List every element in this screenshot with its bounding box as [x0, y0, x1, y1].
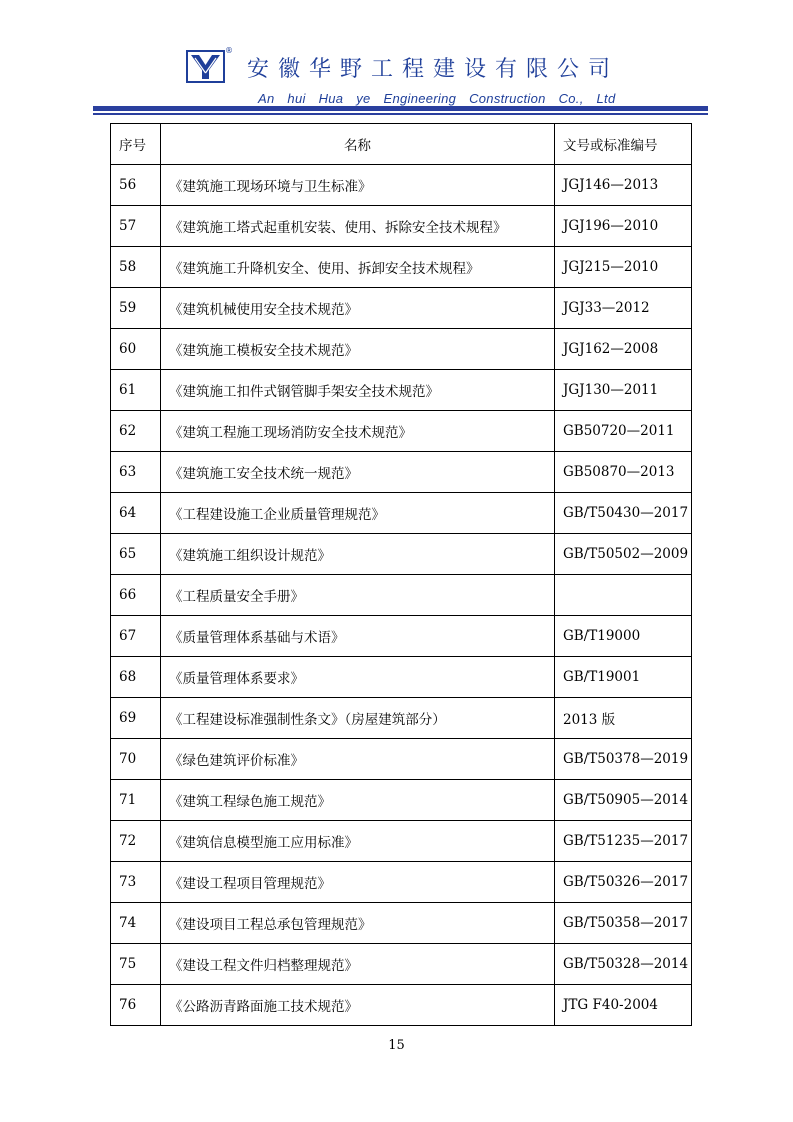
row-document-code: GB50870—2013	[555, 452, 692, 493]
row-serial-number: 57	[111, 206, 161, 247]
row-serial-number: 71	[111, 780, 161, 821]
table-row	[111, 288, 692, 329]
table-row	[111, 903, 692, 944]
table-row	[111, 944, 692, 985]
table-row	[111, 411, 692, 452]
row-document-code: GB/T51235—2017	[555, 821, 692, 862]
row-standard-name: 《建筑施工组织设计规范》	[161, 534, 555, 575]
row-serial-number: 60	[111, 329, 161, 370]
table-row	[111, 493, 692, 534]
row-standard-name: 《建筑施工塔式起重机安装、使用、拆除安全技术规程》	[161, 206, 555, 247]
row-document-code: GB/T50905—2014	[555, 780, 692, 821]
table-row	[111, 821, 692, 862]
row-document-code: JGJ33—2012	[555, 288, 692, 329]
row-serial-number: 64	[111, 493, 161, 534]
row-serial-number: 72	[111, 821, 161, 862]
row-standard-name: 《建设工程项目管理规范》	[161, 862, 555, 903]
table-row	[111, 165, 692, 206]
table-row	[111, 657, 692, 698]
row-document-code: GB/T50358—2017	[555, 903, 692, 944]
row-serial-number: 61	[111, 370, 161, 411]
row-standard-name: 《公路沥青路面施工技术规范》	[161, 985, 555, 1026]
table-row	[111, 616, 692, 657]
row-serial-number: 69	[111, 698, 161, 739]
row-standard-name: 《工程建设标准强制性条文》（房屋建筑部分）	[161, 698, 555, 739]
table-row	[111, 575, 692, 616]
row-standard-name: 《建筑施工模板安全技术规范》	[161, 329, 555, 370]
row-document-code: JGJ162—2008	[555, 329, 692, 370]
header-serial-number: 序号	[111, 124, 161, 165]
table-row	[111, 452, 692, 493]
row-serial-number: 76	[111, 985, 161, 1026]
company-name-en: An hui Hua ye Engineering Construction Co., Ltd	[258, 91, 616, 106]
row-document-code: JGJ146—2013	[555, 165, 692, 206]
table-header-row	[111, 124, 692, 165]
registered-mark: ®	[225, 46, 233, 55]
header-rule-thick	[93, 106, 708, 111]
row-serial-number: 63	[111, 452, 161, 493]
header-rule-thin	[93, 113, 708, 115]
row-document-code: GB/T19000	[555, 616, 692, 657]
standards-table	[110, 123, 692, 1026]
row-standard-name: 《绿色建筑评价标准》	[161, 739, 555, 780]
row-document-code: GB/T50326—2017	[555, 862, 692, 903]
row-document-code: GB/T50430—2017	[555, 493, 692, 534]
row-serial-number: 73	[111, 862, 161, 903]
company-name-cn: 安徽华野工程建设有限公司	[247, 57, 620, 82]
table-row	[111, 780, 692, 821]
row-document-code: JTG F40-2004	[555, 985, 692, 1026]
row-serial-number: 74	[111, 903, 161, 944]
row-serial-number: 68	[111, 657, 161, 698]
row-serial-number: 67	[111, 616, 161, 657]
row-document-code: GB50720—2011	[555, 411, 692, 452]
row-standard-name: 《工程建设施工企业质量管理规范》	[161, 493, 555, 534]
row-document-code: GB/T50502—2009	[555, 534, 692, 575]
row-standard-name: 《质量管理体系基础与术语》	[161, 616, 555, 657]
row-serial-number: 70	[111, 739, 161, 780]
row-document-code: GB/T50378—2019	[555, 739, 692, 780]
row-standard-name: 《建筑施工升降机安全、使用、拆卸安全技术规程》	[161, 247, 555, 288]
row-document-code: JGJ196—2010	[555, 206, 692, 247]
row-serial-number: 75	[111, 944, 161, 985]
row-document-code	[555, 575, 692, 616]
row-standard-name: 《建筑机械使用安全技术规范》	[161, 288, 555, 329]
table-row	[111, 206, 692, 247]
header-document-code: 文号或标准编号	[555, 124, 692, 165]
table-row	[111, 534, 692, 575]
table-row	[111, 247, 692, 288]
row-serial-number: 59	[111, 288, 161, 329]
company-logo	[186, 44, 232, 84]
row-standard-name: 《建筑施工现场环境与卫生标准》	[161, 165, 555, 206]
table-row	[111, 329, 692, 370]
row-document-code: JGJ130—2011	[555, 370, 692, 411]
row-standard-name: 《工程质量安全手册》	[161, 575, 555, 616]
row-serial-number: 62	[111, 411, 161, 452]
row-serial-number: 66	[111, 575, 161, 616]
row-document-code: JGJ215—2010	[555, 247, 692, 288]
row-document-code: GB/T19001	[555, 657, 692, 698]
row-standard-name: 《建筑工程施工现场消防安全技术规范》	[161, 411, 555, 452]
header-name: 名称	[161, 124, 555, 165]
row-standard-name: 《质量管理体系要求》	[161, 657, 555, 698]
row-serial-number: 65	[111, 534, 161, 575]
row-standard-name: 《建设项目工程总承包管理规范》	[161, 903, 555, 944]
row-document-code: 2013 版	[555, 698, 692, 739]
row-standard-name: 《建筑施工扣件式钢管脚手架安全技术规范》	[161, 370, 555, 411]
table-row	[111, 739, 692, 780]
table-row	[111, 698, 692, 739]
table-row	[111, 862, 692, 903]
row-standard-name: 《建设工程文件归档整理规范》	[161, 944, 555, 985]
row-serial-number: 56	[111, 165, 161, 206]
page-number: 15	[388, 1038, 405, 1053]
table-row	[111, 985, 692, 1026]
row-document-code: GB/T50328—2014	[555, 944, 692, 985]
row-standard-name: 《建筑施工安全技术统一规范》	[161, 452, 555, 493]
row-standard-name: 《建筑工程绿色施工规范》	[161, 780, 555, 821]
table-row	[111, 370, 692, 411]
row-standard-name: 《建筑信息模型施工应用标准》	[161, 821, 555, 862]
row-serial-number: 58	[111, 247, 161, 288]
